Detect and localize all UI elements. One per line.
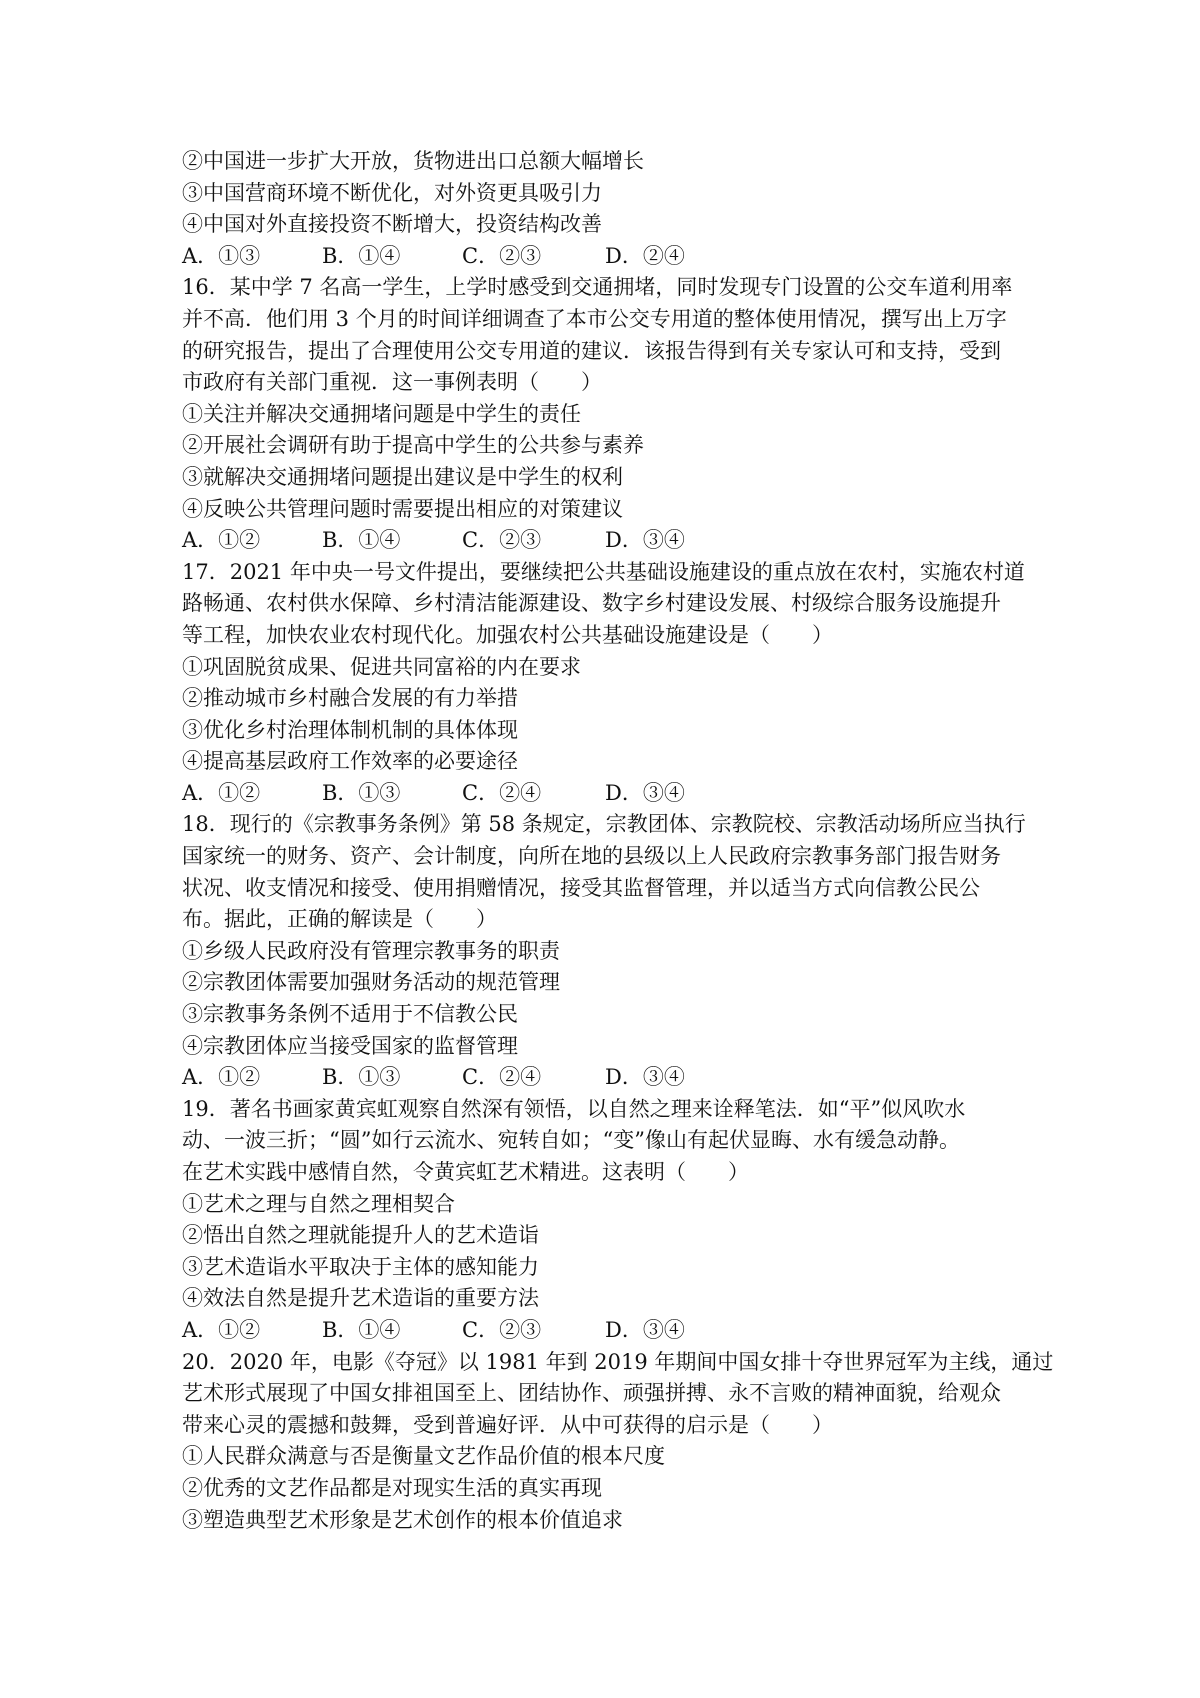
question-20 [182, 1347, 1054, 1537]
q19-stem-line: 在艺术实践中感情自然，令黄宾虹艺术精进。这表明（ ） [182, 1160, 749, 1184]
q16-stem-line: 并不高．他们用 3 个月的时间详细调查了本市公交专用道的整体使用情况，撰写出上万字 [182, 306, 1007, 331]
q19-choice-c: C．②③ [462, 1317, 542, 1342]
q17-stem-line: 17．2021 年中央一号文件提出，要继续把公共基础设施建设的重点放在农村，实施农村道 [182, 559, 1025, 584]
q19-option-1: ①艺术之理与自然之理相契合 [182, 1191, 455, 1216]
q16-option-2: ②开展社会调研有助于提高中学生的公共参与素养 [182, 433, 644, 458]
q20-stem-line: 艺术形式展现了中国女排祖国至上、团结协作、顽强拼搏、永不言败的精神面貌，给观众 [182, 1381, 1001, 1406]
q20-option-3: ③塑造典型艺术形象是艺术创作的根本价值追求 [182, 1507, 623, 1532]
q17-choice-c: C．②④ [462, 780, 542, 805]
q15-option-4: ④中国对外直接投资不断增大，投资结构改善 [182, 212, 602, 237]
q19-stem-line: 动、一波三折；“圆”如行云流水、宛转自如；“变”像山有起伏显晦、水有缓急动静。 [182, 1128, 960, 1153]
question-16 [182, 272, 1032, 556]
q18-choice-b: B．①③ [322, 1065, 401, 1090]
q17-stem-line: 路畅通、农村供水保障、乡村清洁能源建设、数字乡村建设发展、村级综合服务设施提升 [182, 591, 1001, 616]
q17-stem-line: 等工程，加快农业农村现代化。加强农村公共基础设施建设是（ ） [182, 622, 833, 647]
q18-option-1: ①乡级人民政府没有管理宗教事务的职责 [182, 938, 560, 963]
question-17 [182, 557, 1032, 810]
q16-stem-line: 的研究报告，提出了合理使用公交专用道的建议．该报告得到有关专家认可和支持，受到 [182, 338, 1001, 363]
q19-stem-line: 19．著名书画家黄宾虹观察自然深有领悟，以自然之理来诠释笔法．如“平”似风吹水 [182, 1096, 966, 1121]
q19-answer-choices [182, 1315, 1032, 1347]
q18-choice-c: C．②④ [462, 1065, 542, 1090]
q19-choice-a: A．①② [182, 1317, 261, 1342]
q19-choice-d: D．③④ [605, 1317, 685, 1342]
q17-option-4: ④提高基层政府工作效率的必要途径 [182, 749, 518, 774]
q18-answer-choices [182, 1062, 1032, 1094]
q17-choice-b: B．①③ [322, 780, 401, 805]
q17-option-3: ③优化乡村治理体制机制的具体体现 [182, 717, 518, 742]
q15-choice-b: B．①④ [322, 243, 401, 268]
q17-answer-choices [182, 778, 1032, 810]
q16-choice-a: A．①② [182, 528, 261, 553]
q15-answer-choices [182, 241, 1032, 273]
q18-option-4: ④宗教团体应当接受国家的监督管理 [182, 1033, 518, 1058]
q19-choice-b: B．①④ [322, 1317, 401, 1342]
question-18 [182, 809, 1032, 1093]
q18-stem-line: 国家统一的财务、资产、会计制度，向所在地的县级以上人民政府宗教事务部门报告财务 [182, 844, 1001, 869]
q20-stem-line: 20．2020 年，电影《夺冠》以 1981 年到 2019 年期间中国女排十夺世界冠军为主线，通过 [182, 1349, 1054, 1374]
q20-option-1: ①人民群众满意与否是衡量文艺作品价值的根本尺度 [182, 1444, 665, 1469]
q17-choice-a: A．①② [182, 780, 261, 805]
q17-option-2: ②推动城市乡村融合发展的有力举措 [182, 686, 518, 711]
q19-option-4: ④效法自然是提升艺术造诣的重要方法 [182, 1286, 539, 1311]
q20-option-2: ②优秀的文艺作品都是对现实生活的真实再现 [182, 1475, 602, 1500]
q16-choice-c: C．②③ [462, 528, 542, 553]
q18-choice-a: A．①② [182, 1065, 261, 1090]
q16-option-4: ④反映公共管理问题时需要提出相应的对策建议 [182, 496, 623, 521]
q15-choice-c: C．②③ [462, 243, 542, 268]
q19-option-3: ③艺术造诣水平取决于主体的感知能力 [182, 1254, 539, 1279]
question-15-tail [182, 146, 1032, 272]
q18-stem-line: 18．现行的《宗教事务条例》第 58 条规定，宗教团体、宗教院校、宗教活动场所应当执行 [182, 812, 1026, 837]
q16-choice-d: D．③④ [605, 528, 685, 553]
q19-option-2: ②悟出自然之理就能提升人的艺术造诣 [182, 1223, 539, 1248]
question-19 [182, 1094, 1032, 1347]
q15-option-2: ②中国进一步扩大开放，货物进出口总额大幅增长 [182, 149, 644, 173]
q17-choice-d: D．③④ [605, 780, 685, 805]
q20-stem-line: 带来心灵的震撼和鼓舞，受到普遍好评．从中可获得的启示是（ ） [182, 1412, 833, 1437]
exam-page [182, 146, 1054, 1536]
q18-option-2: ②宗教团体需要加强财务活动的规范管理 [182, 970, 560, 995]
q16-option-1: ①关注并解决交通拥堵问题是中学生的责任 [182, 401, 581, 426]
q16-choice-b: B．①④ [322, 528, 401, 553]
q18-stem-line: 状况、收支情况和接受、使用捐赠情况，接受其监督管理，并以适当方式向信教公民公 [182, 875, 980, 900]
q16-option-3: ③就解决交通拥堵问题提出建议是中学生的权利 [182, 464, 623, 489]
q18-stem-line: 布。据此，正确的解读是（ ） [182, 907, 497, 932]
q16-stem-line: 16．某中学 7 名高一学生，上学时感受到交通拥堵，同时发现专门设置的公交车道利用率 [182, 275, 1013, 300]
q18-option-3: ③宗教事务条例不适用于不信教公民 [182, 1002, 518, 1027]
q17-option-1: ①巩固脱贫成果、促进共同富裕的内在要求 [182, 654, 581, 679]
q16-stem-line: 市政府有关部门重视．这一事例表明（ ） [182, 370, 602, 395]
q18-choice-d: D．③④ [605, 1065, 685, 1090]
q15-choice-a: A．①③ [182, 243, 261, 268]
q15-choice-d: D．②④ [605, 243, 685, 268]
q15-option-3: ③中国营商环境不断优化，对外资更具吸引力 [182, 180, 602, 205]
q16-answer-choices [182, 525, 1032, 557]
